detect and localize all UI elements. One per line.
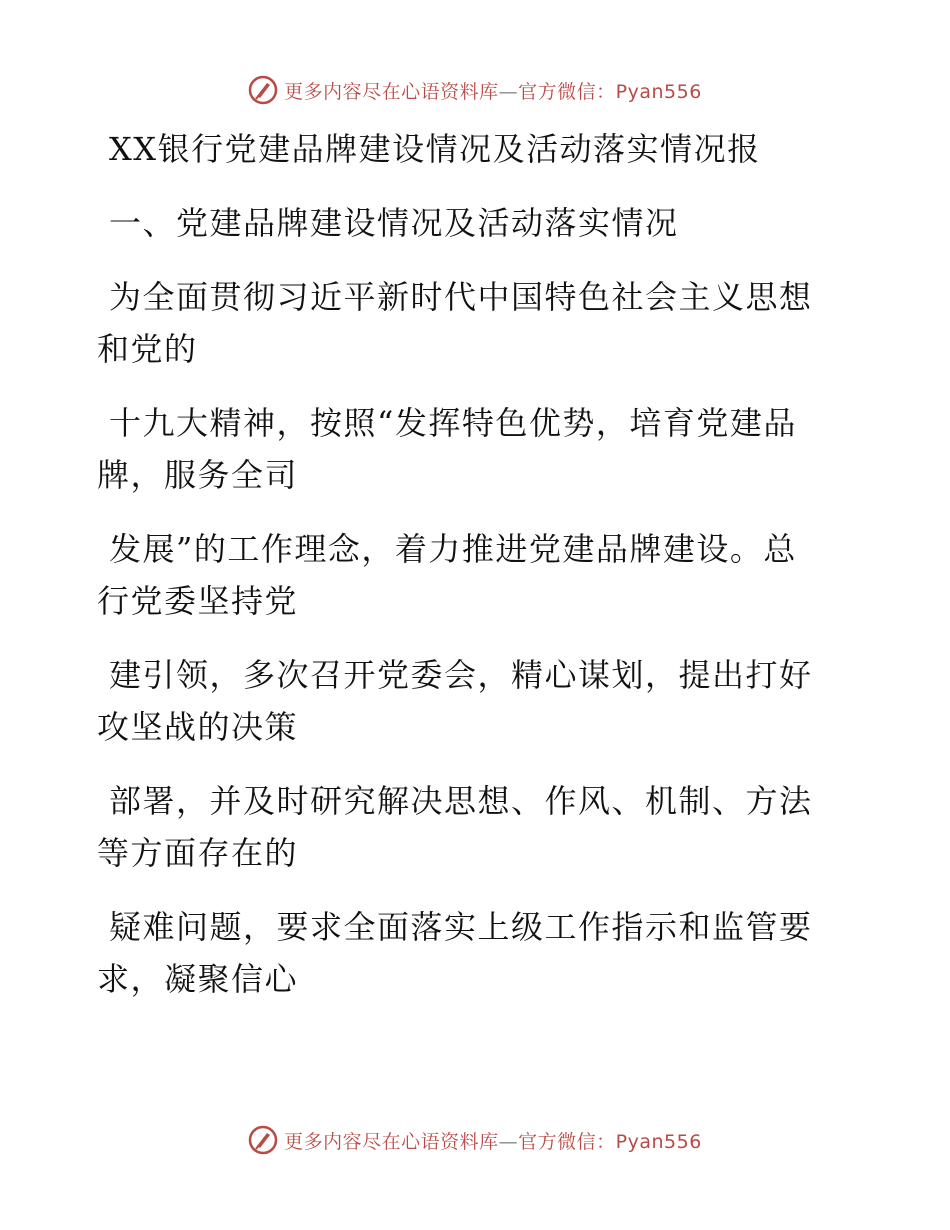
paragraph-line: 疑难问题，要求全面落实上级工作指示和监管要 <box>109 908 813 946</box>
document-title: XX银行党建品牌建设情况及活动落实情况报 <box>109 130 761 168</box>
banner-text: 更多内容尽在心语资料库—官方微信：Pyan556 <box>284 1130 702 1153</box>
footer-banner <box>0 1120 950 1160</box>
quill-logo-icon <box>248 75 278 105</box>
paragraph-line: 和党的 <box>97 330 198 368</box>
header-banner <box>0 70 950 110</box>
paragraph-line: 牌，服务全司 <box>97 456 299 494</box>
paragraph-line: 部署，并及时研究解决思想、作风、机制、方法 <box>109 782 813 820</box>
paragraph <box>97 271 837 375</box>
paragraph <box>97 775 837 879</box>
paragraph <box>97 649 837 753</box>
section-heading: 一、党建品牌建设情况及活动落实情况 <box>109 204 679 242</box>
paragraph-line: 为全面贯彻习近平新时代中国特色社会主义思想 <box>109 278 813 316</box>
document-body <box>97 120 837 1005</box>
banner-text: 更多内容尽在心语资料库—官方微信：Pyan556 <box>284 80 702 103</box>
paragraph-line: 等方面存在的 <box>97 834 299 872</box>
quill-logo-icon <box>248 1125 278 1155</box>
paragraph-line: 攻坚战的决策 <box>97 708 299 746</box>
paragraph-line: 发展”的工作理念，着力推进党建品牌建设。总 <box>109 530 797 568</box>
paragraph <box>97 397 837 501</box>
paragraph-line: 建引领，多次召开党委会，精心谋划，提出打好 <box>109 656 813 694</box>
paragraph-line: 行党委坚持党 <box>97 582 299 620</box>
paragraph <box>97 901 837 1005</box>
paragraph <box>97 523 837 627</box>
paragraph-line: 求，凝聚信心 <box>97 960 299 998</box>
paragraph-line: 十九大精神，按照“发挥特色优势，培育党建品 <box>109 404 797 442</box>
